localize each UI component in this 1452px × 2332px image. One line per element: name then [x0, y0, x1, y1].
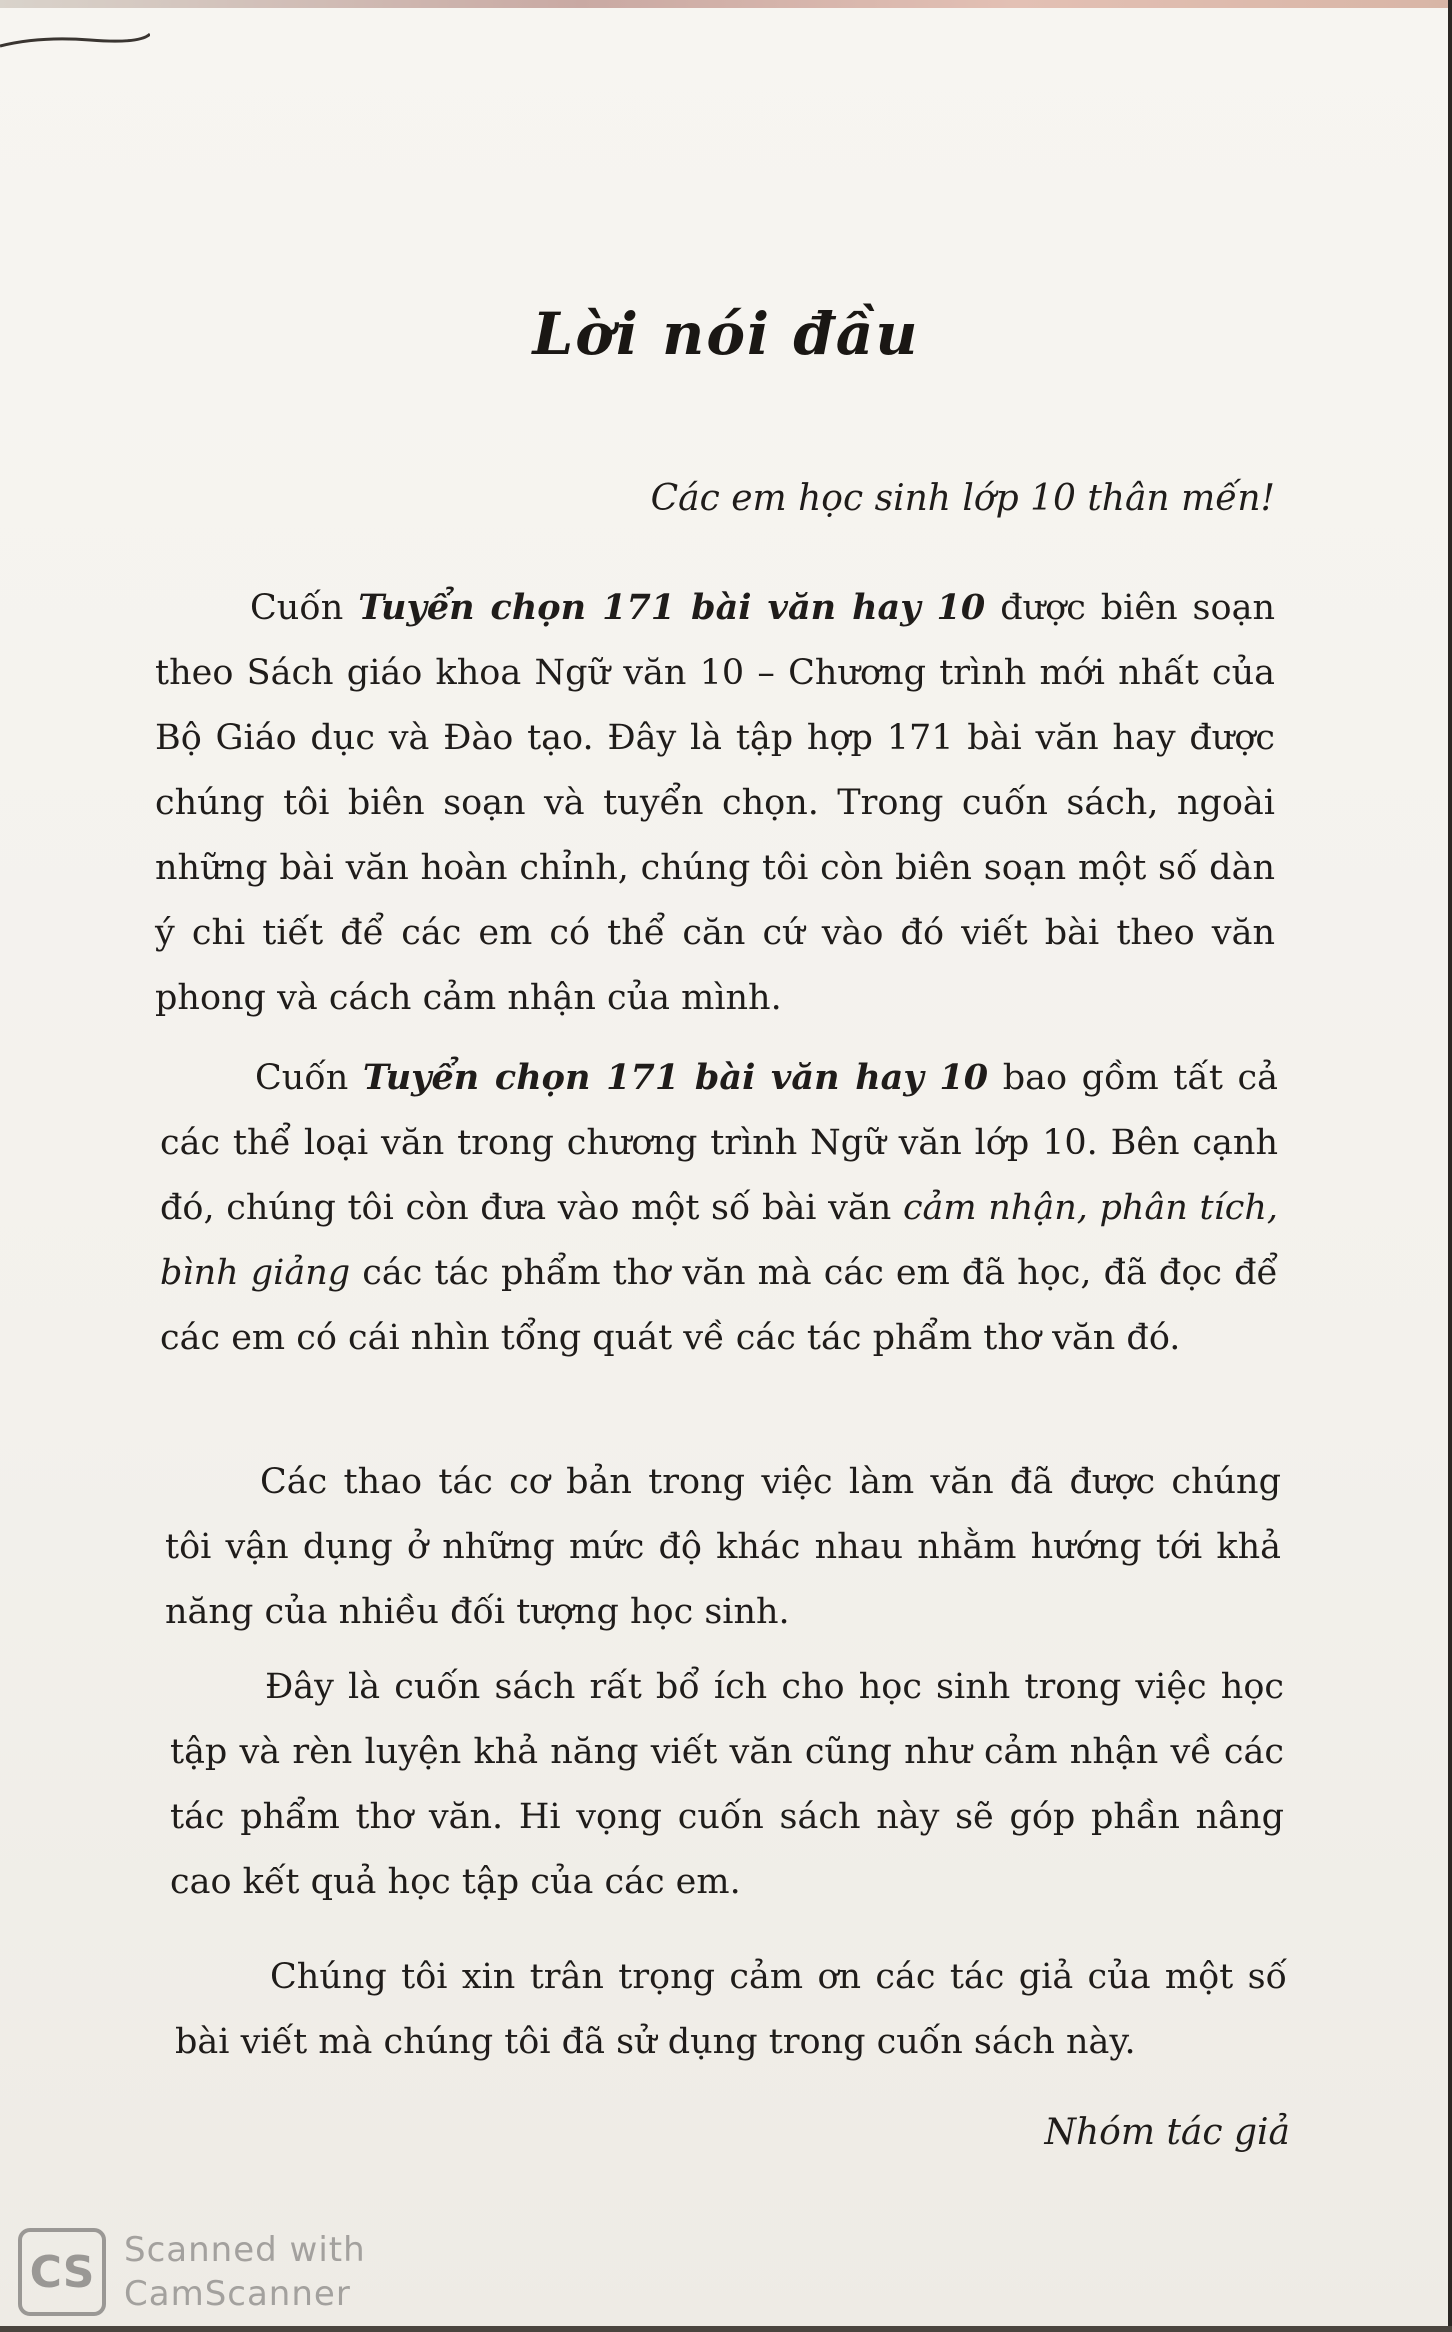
- paragraph-2-lead: Cuốn: [255, 1058, 363, 1098]
- paragraph-4: Đây là cuốn sách rất bổ ích cho học sinh trong việc học tập và rèn luyện khả năng viết văn cũng như cảm nhận về các tác phẩm thơ văn. Hi vọng cuốn sách này sẽ góp phần nâng cao kết quả học tập của các em.: [170, 1667, 1284, 1902]
- paragraph-3: Các thao tác cơ bản trong việc làm văn đã được chúng tôi vận dụng ở những mức độ khác nhau nhằm hướng tới khả năng của nhiều đối tượng học sinh.: [165, 1462, 1281, 1632]
- paragraph-1: [155, 575, 1275, 1031]
- page-title: Lời nói đầu: [532, 300, 920, 368]
- paragraph-1-lead: Cuốn: [250, 588, 359, 628]
- paragraph-5: Chúng tôi xin trân trọng cảm ơn các tác giả của một số bài viết mà chúng tôi đã sử dụng trong cuốn sách này.: [175, 1957, 1287, 2062]
- book-title-bold: Tuyển chọn 171 bài văn hay 10: [362, 1057, 989, 1098]
- paragraph-2-end: các tác phẩm thơ văn mà các em đã học, đã đọc để các em có cái nhìn tổng quát về các tác phẩm thơ văn đó.: [160, 1253, 1279, 1358]
- signature: Nhóm tác giả: [1044, 2112, 1290, 2153]
- paragraph-2: [160, 1045, 1278, 1371]
- greeting-line: Các em học sinh lớp 10 thân mến!: [650, 478, 1275, 519]
- watermark-line-2: CamScanner: [124, 2274, 351, 2314]
- page-top-edge: [0, 0, 1452, 8]
- book-title-bold: Tuyển chọn 171 bài văn hay 10: [358, 587, 986, 628]
- watermark-line-1: Scanned with: [124, 2230, 366, 2270]
- watermark-text: [124, 2228, 366, 2316]
- corner-smudge: [0, 28, 150, 58]
- paragraph-1-body: được biên soạn theo Sách giáo khoa Ngữ văn 10 – Chương trình mới nhất của Bộ Giáo dục và Đào tạo. Đây là tập hợp 171 bài văn hay được chúng tôi biên soạn và tuyển chọn. Trong cuốn sách, ngoài những bài văn hoàn chỉnh, chúng tôi còn biên soạn một số dàn ý chi tiết để các em có thể căn cứ vào đó viết bài theo văn phong và cách cảm nhận của mình.: [155, 588, 1275, 1018]
- genre-italic: cảm nhận, phân tích, bình giảng: [160, 1188, 1278, 1293]
- page-bottom-edge: [0, 2326, 1452, 2332]
- camscanner-logo-icon: CS: [18, 2228, 106, 2316]
- camscanner-watermark: [18, 2222, 398, 2322]
- paragraph-2-middle: bao gồm tất cả các thể loại văn trong chương trình Ngữ văn lớp 10. Bên cạnh đó, chúng tôi còn đưa vào một số bài văn: [160, 1058, 1278, 1228]
